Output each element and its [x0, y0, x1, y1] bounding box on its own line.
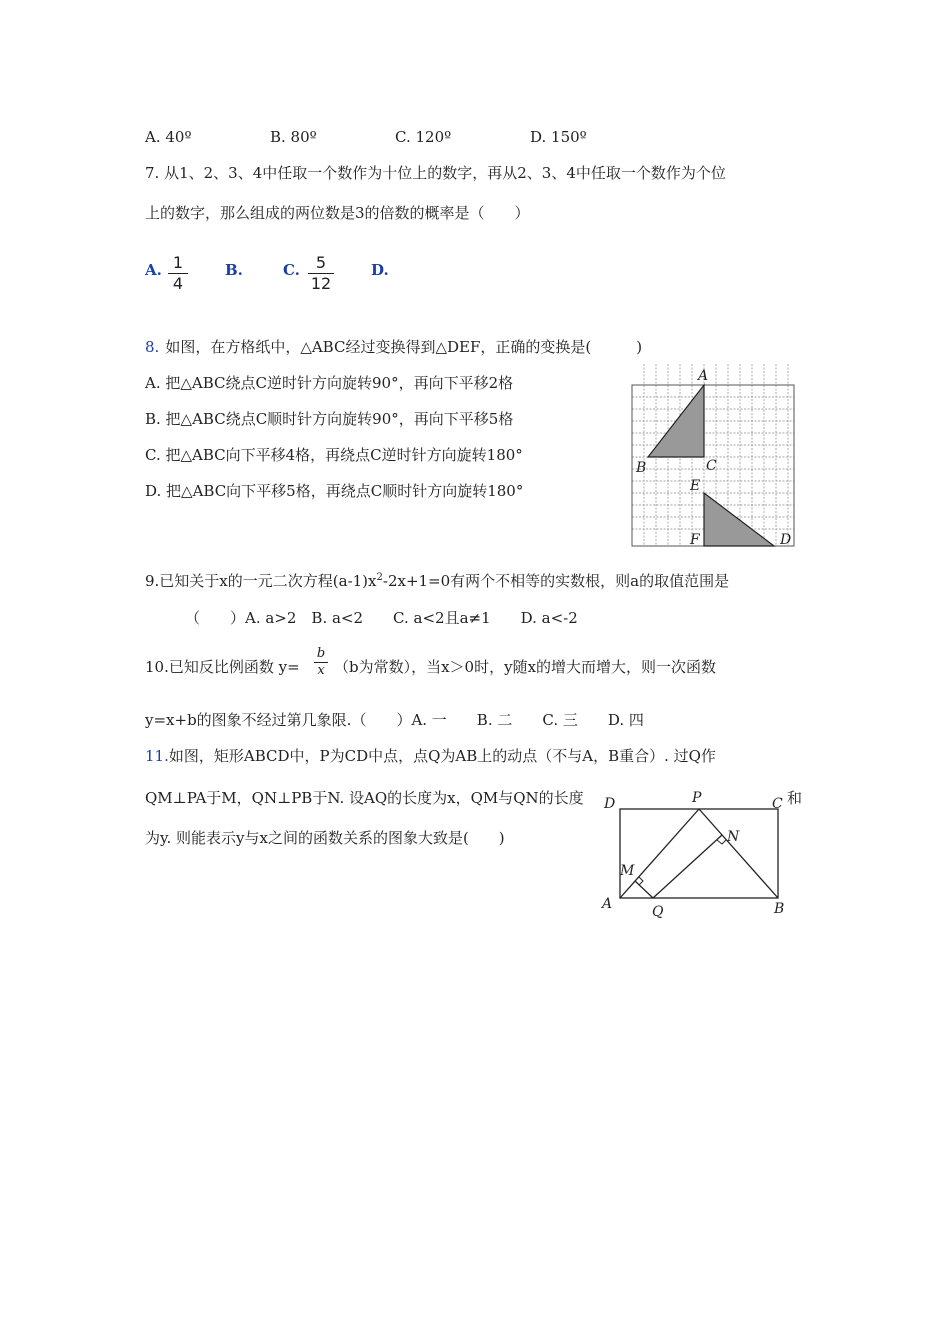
q8-option-d: D. 把△ABC向下平移5格，再绕点C顺时针方向旋转180° [145, 482, 524, 500]
q8-option-c: C. 把△ABC向下平移4格，再绕点C逆时针方向旋转180° [145, 446, 523, 464]
q8-number: 8. [145, 338, 160, 356]
label-a: A [602, 896, 613, 912]
segment-pb [699, 809, 778, 898]
q10-stem-line2: y=x+b的图象不经过第几象限.（ ）A. 一 B. 二 C. 三 D. 四 [145, 711, 644, 729]
q11-rectangle-figure [598, 786, 810, 924]
label-b: B [774, 901, 785, 917]
q9-stem-post: -2x+1=0有两个不相等的实数根，则a的取值范围是 [382, 572, 730, 590]
q10-stem-pre: 10.已知反比例函数 y= [145, 658, 300, 676]
q10-stem-post: （b为常数），当x＞0时，y随x的增大而增大，则一次函数 [334, 658, 717, 676]
q6-option-b: B. 80º [270, 128, 317, 146]
segment-pa [620, 809, 699, 898]
q7-option-c-denominator: 12 [310, 274, 332, 293]
q11-stem-line2-tail: 和 [787, 789, 803, 807]
q7-option-c-fraction [308, 254, 334, 293]
right-angle-m [639, 877, 643, 885]
q6-option-c: C. 120º [395, 128, 452, 146]
q8-stem [145, 337, 642, 357]
label-c: C [706, 458, 717, 474]
q10-fraction-denominator: x [317, 663, 325, 678]
q7-option-b-label: B. [225, 261, 243, 279]
triangle-abc [648, 385, 704, 457]
label-e: E [690, 478, 701, 494]
q7-option-d-label: D. [371, 261, 389, 279]
label-b: B [636, 460, 647, 476]
label-m: M [620, 863, 635, 879]
q9-stem-pre: 9.已知关于x的一元二次方程(a-1)x [145, 572, 377, 590]
q11-stem-line3: 为y. 则能表示y与x之间的函数关系的图象大致是( ) [145, 829, 505, 847]
label-a: A [698, 368, 709, 384]
q7-option-c-label: C. [283, 261, 300, 279]
label-p: P [692, 790, 702, 806]
label-q: Q [652, 904, 664, 920]
triangle-def [704, 493, 774, 546]
segment-qn [653, 835, 722, 898]
q11-number: 11. [145, 747, 169, 765]
q7-option-a-numerator: 1 [172, 253, 184, 272]
rectangle-abcd [620, 809, 778, 898]
q7-option-a-denominator: 4 [172, 274, 184, 293]
q8-option-b: B. 把△ABC绕点C顺时针方向旋转90°，再向下平移5格 [145, 410, 514, 428]
q11-line1-text: 如图，矩形ABCD中，P为CD中点，点Q为AB上的动点（不与A，B重合）. 过Q作 [168, 747, 716, 765]
q7-option-a-label: A. [145, 261, 162, 279]
q11-stem-line2: QM⊥PA于M，QN⊥PB于N. 设AQ的长度为x，QM与QN的长度 [145, 789, 584, 807]
segment-qm [635, 881, 653, 898]
q7-option-a-fraction [168, 254, 188, 293]
q8-option-a: A. 把△ABC绕点C逆时针方向旋转90°，再向下平移2格 [145, 374, 514, 392]
q7-stem-line1: 7. 从1、2、3、4中任取一个数作为十位上的数字，再从2、3、4中任取一个数作为个位 [145, 164, 726, 182]
q9-stem-line1 [145, 568, 729, 591]
q11-stem-line1 [145, 746, 716, 766]
q8-grid-figure [628, 364, 800, 550]
right-angle-n [717, 840, 726, 844]
q9-stem-line2: （ ）A. a>2 B. a<2 C. a<2且a≠1 D. a<-2 [185, 609, 578, 627]
q7-stem-line2: 上的数字，那么组成的两位数是3的倍数的概率是（ ） [145, 204, 530, 222]
q10-fraction [314, 647, 328, 678]
q10-fraction-numerator: b [316, 646, 326, 661]
q9-exponent: 2 [376, 572, 383, 583]
label-f: F [690, 532, 700, 548]
q8-stem-text: 如图，在方格纸中，△ABC经过变换得到△DEF，正确的变换是( ) [165, 338, 643, 356]
label-c: C [772, 796, 783, 812]
q7-option-c-numerator: 5 [315, 253, 327, 272]
label-d: D [604, 796, 616, 812]
q6-option-a: A. 40º [145, 128, 192, 146]
label-d: D [780, 532, 792, 548]
q6-option-d: D. 150º [530, 128, 587, 146]
label-n: N [727, 829, 740, 845]
